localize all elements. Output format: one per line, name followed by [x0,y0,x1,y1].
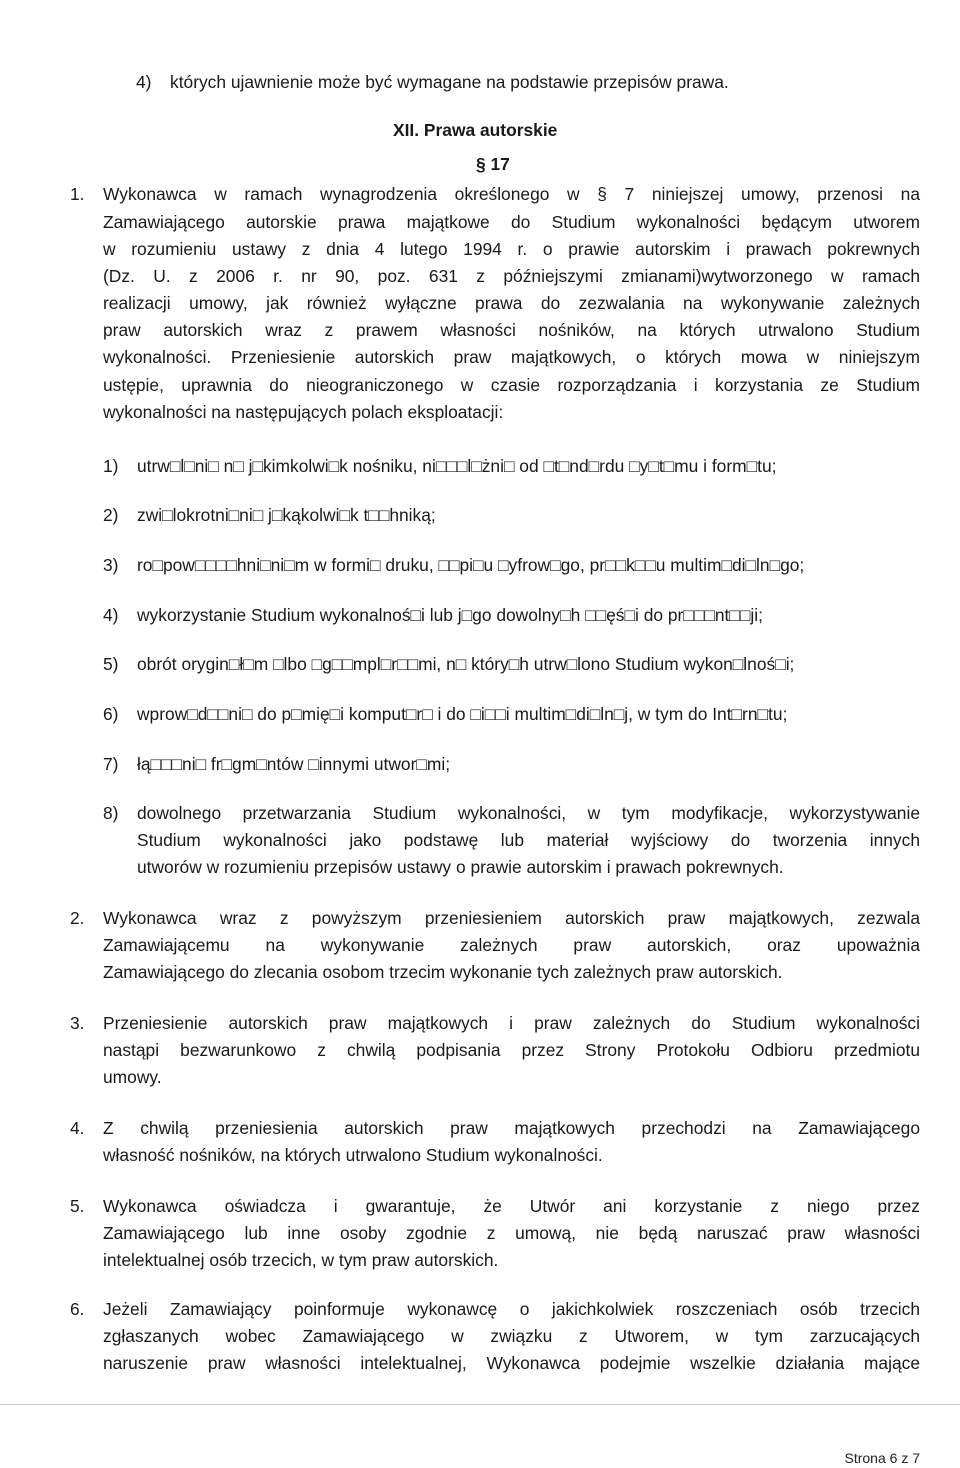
clause-6-line: naruszenie praw własności intelektualnej, Wykonawca podejmie wszelkie działania mające [103,1353,920,1373]
clause-5-line: intelektualnej osób trzecich, w tym praw autorskich. [103,1250,499,1270]
clause-6-line: Jeżeli Zamawiający poinformuje wykonawcę o jakichkolwiek roszczeniach osób trzecich [103,1299,920,1319]
clause-1-line: wykonalności na następujących polach eksploatacji: [103,402,504,422]
clause-1-line: realizacji umowy, jak również wyłączne prawa do zezwalania na wykonywanie zależnych [103,293,920,313]
page-number: Strona 6 z 7 [844,1450,920,1466]
clause-1-number: 1. [70,184,85,204]
field-text: ro□pow□□□□hni□ni□m w formi□ druku, □□pi□u □yfrow□go, pr□□k□□u multim□di□ln□go; [137,555,805,575]
field-text: wykorzystanie Studium wykonalnoś□i lub j□go dowolny□h □□ęś□i do pr□□□nt□□ji; [137,605,763,625]
clause-5-number: 5. [70,1196,85,1216]
field-number: 7) [103,754,119,774]
clause-2-line: Zamawiającemu na wykonywanie zależnych praw autorskich, oraz upoważnia [103,935,920,955]
field-number: 8) [103,803,119,823]
field-text: obrót orygin□ł□m □lbo □g□□mpl□r□□mi, n□ który□h utrw□lono Studium wykon□lnoś□i; [137,654,795,674]
clause-4-line: Z chwilą przeniesienia autorskich praw majątkowych przechodzi na Zamawiającego [103,1118,920,1138]
clause-1-line: Zamawiającego autorskie prawa majątkowe do Studium wykonalności będącym utworem [103,212,920,232]
clause-1-line: Wykonawca w ramach wynagrodzenia określonego w § 7 niniejszej umowy, przenosi na [103,184,920,204]
footer-divider [0,1404,960,1405]
field-number: 3) [103,555,119,575]
clause-5-line: Zamawiającego lub inne osoby zgodnie z umową, nie będą naruszać praw własności [103,1223,920,1243]
clause-6-line: zgłaszanych wobec Zamawiającego w związku z Utworem, w tym zarzucających [103,1326,920,1346]
clause-2-line: Zamawiającego do zlecania osobom trzecim wykonanie tych zależnych praw autorskich. [103,962,783,982]
field-text: utworów w rozumieniu przepisów ustawy o prawie autorskim i prawach pokrewnych. [137,857,784,877]
clause-5-line: Wykonawca oświadcza i gwarantuje, że Utwór ani korzystanie z niego przez [103,1196,920,1216]
clause-4-line: własność nośników, na których utrwalono Studium wykonalności. [103,1145,603,1165]
field-text: łą□□□ni□ fr□gm□ntów □innymi utwor□mi; [137,754,451,774]
field-number: 1) [103,456,119,476]
field-number: 6) [103,704,119,724]
clause-1-line: w rozumieniu ustawy z dnia 4 lutego 1994 r. o prawie autorskim i prawach pokrewnych [103,239,920,259]
clause-1-line: (Dz. U. z 2006 r. nr 90, poz. 631 z późniejszymi zmianami)wytworzonego w ramach [103,266,920,286]
field-text: zwi□lokrotni□ni□ j□kąkolwi□k t□□hniką; [137,505,436,525]
field-number: 5) [103,654,119,674]
clause-1-line: wykonalności. Przeniesienie autorskich praw majątkowych, o których mowa w niniejszym [103,347,920,367]
field-number: 4) [103,605,119,625]
clause-6-number: 6. [70,1299,85,1319]
clause-3-line: Przeniesienie autorskich praw majątkowych i praw zależnych do Studium wykonalności [103,1013,920,1033]
field-text: wprow□d□□ni□ do p□mię□i komput□r□ i do □i□□i multim□di□ln□j, w tym do Int□rn□tu; [137,704,788,724]
clause-2-line: Wykonawca wraz z powyższym przeniesieniem autorskich praw majątkowych, zezwala [103,908,920,928]
paragraph-number: § 17 [476,154,510,174]
field-text: Studium wykonalności jako podstawę lub materiał wyjściowy do tworzenia innych [137,830,920,850]
intro-item-text: których ujawnienie może być wymagane na podstawie przepisów prawa. [170,72,729,92]
field-text: dowolnego przetwarzania Studium wykonalności, w tym modyfikacje, wykorzystywanie [137,803,920,823]
clause-3-number: 3. [70,1013,85,1033]
clause-3-line: nastąpi bezwarunkowo z chwilą podpisania przez Strony Protokołu Odbioru przedmiotu [103,1040,920,1060]
field-text: utrw□l□ni□ n□ j□kimkolwi□k nośniku, ni□□□l□żni□ od □t□nd□rdu □y□t□mu i form□tu; [137,456,777,476]
section-heading: XII. Prawa autorskie [393,120,558,140]
clause-1-line: ustępie, uprawnia do nieograniczonego w czasie rozporządzania i korzystania ze Studium [103,375,920,395]
intro-item-number: 4) [136,72,152,92]
clause-1-line: praw autorskich wraz z prawem własności nośników, na których utrwalono Studium [103,320,920,340]
clause-3-line: umowy. [103,1067,162,1087]
clause-2-number: 2. [70,908,85,928]
field-number: 2) [103,505,119,525]
clause-4-number: 4. [70,1118,85,1138]
